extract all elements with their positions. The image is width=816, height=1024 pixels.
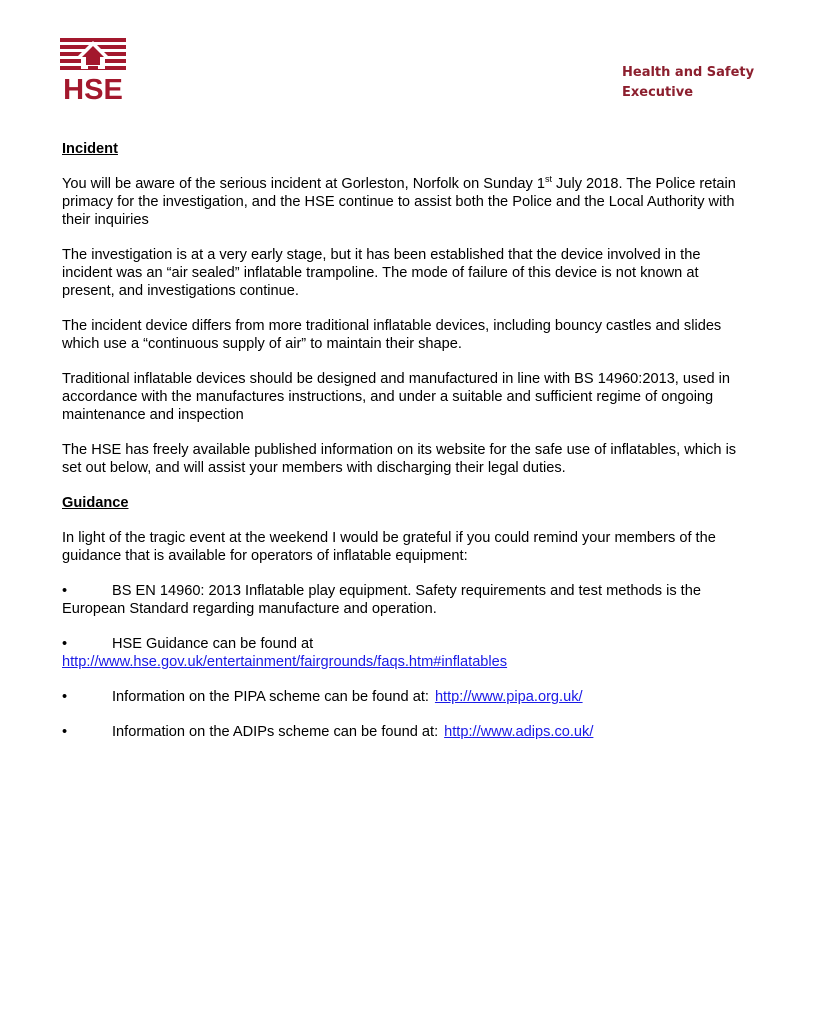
org-name-line2: Executive	[622, 85, 694, 100]
guidance-bullet-4	[62, 723, 752, 741]
bullet-4-text: Information on the ADIPs scheme can be found at:	[112, 724, 439, 740]
bullet-symbol: •	[62, 636, 68, 652]
incident-paragraph-3: The incident device differs from more traditional inflatable devices, including bouncy castles and slides which use a “continuous supply of air” to maintain their shape.	[62, 318, 722, 352]
organisation-name	[622, 63, 802, 103]
guidance-intro: In light of the tragic event at the weekend I would be grateful if you could remind your members of the guidance that is available for operators of inflatable equipment:	[62, 530, 716, 564]
org-name-line1: Health and Safety	[622, 65, 755, 80]
bullet-2-text: HSE Guidance can be found at	[112, 636, 314, 652]
letter-body	[62, 140, 752, 758]
bullet-symbol: •	[62, 724, 68, 740]
guidance-bullet-1	[62, 582, 752, 618]
hse-logo-icon	[60, 38, 126, 102]
incident-paragraph-5: The HSE has freely available published information on its website for the safe use of inflatables, which is set out below, and will assist your members with discharging their legal duties.	[62, 442, 737, 476]
incident-p1-text: You will be aware of the serious incident at Gorleston, Norfolk on Sunday 1	[62, 176, 545, 192]
bullet-symbol: •	[62, 583, 68, 599]
incident-p1-superscript: st	[544, 174, 552, 185]
guidance-bullet-2	[62, 635, 752, 671]
incident-heading: Incident	[62, 141, 118, 157]
bullet-3-text: Information on the PIPA scheme can be found at:	[112, 689, 429, 705]
guidance-bullet-3	[62, 688, 752, 706]
adips-link[interactable]: http://www.adips.co.uk/	[444, 724, 594, 740]
incident-paragraph-4: Traditional inflatable devices should be designed and manufactured in line with BS 14960:2013, used in accordance with the manufactures instructions, and under a suitable and sufficient regime of ongoing maintenance and inspection	[62, 371, 730, 423]
incident-p1-text-rest: July 2018. The Police retain primacy for the investigation, and the HSE continue to assist both the Police and the Local Authority with their inquiries	[62, 176, 736, 228]
hse-logo	[60, 38, 126, 102]
logo-text: HSE	[63, 74, 123, 102]
guidance-heading: Guidance	[62, 495, 129, 511]
hse-guidance-link[interactable]: http://www.hse.gov.uk/entertainment/fairgrounds/faqs.htm#inflatables	[62, 654, 508, 670]
bullet-symbol: •	[62, 689, 68, 705]
bullet-1-text: BS EN 14960: 2013 Inflatable play equipment. Safety requirements and test methods is the European Standard regarding manufacture and operation.	[62, 583, 701, 617]
incident-paragraph-1	[62, 175, 752, 229]
incident-paragraph-2: The investigation is at a very early stage, but it has been established that the device involved in the incident was an “air sealed” inflatable trampoline. The mode of failure of this device is not known at present, and investigations continue.	[62, 247, 701, 299]
pipa-link[interactable]: http://www.pipa.org.uk/	[434, 689, 583, 705]
